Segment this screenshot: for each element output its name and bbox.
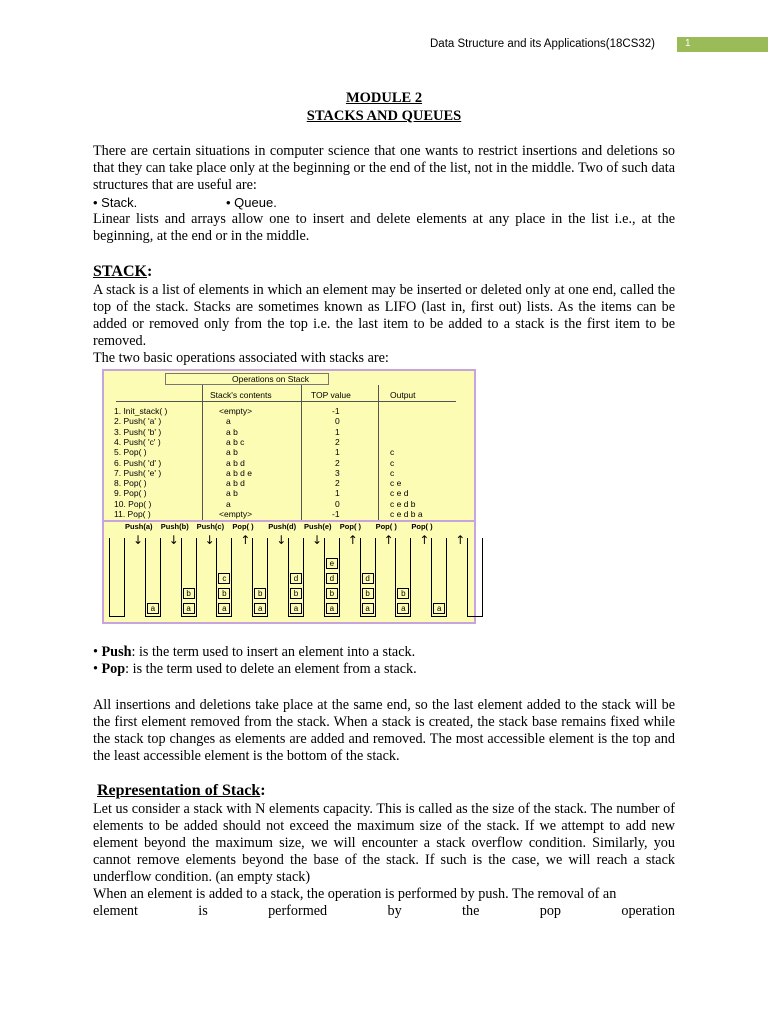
table-row-contents: a b [226,447,238,458]
table-row-operation: 11. Pop( ) [114,509,151,519]
stack-cell: a [218,603,230,614]
stack-cell: b [254,588,266,599]
page-number: 1 [685,38,691,49]
table-row-top: 2 [335,478,340,489]
last-line-word: element [93,903,138,919]
stack-cell: a [326,603,338,614]
stack-operations-intro: The two basic operations associated with stacks are: [93,350,389,366]
table-row-contents: a b d [226,478,245,489]
stack-definition-paragraph: A stack is a list of elements in which an element may be inserted or deleted only at one end, called the top of the stack. Stacks are sometimes known as LIFO (last in, first out) lists. As the items can be added or removed only from the top i.e. the last item to be added to a stack is the first item to be removed. [93,282,675,349]
table-row-operation: 1. Init_stack( ) [114,406,168,416]
intro-section [93,143,675,245]
stack-cell: a [362,603,374,614]
stack-op-label: Push(e) [304,522,332,531]
pop-term: Pop [101,661,126,677]
table-row-operation: 10. Pop( ) [114,498,152,509]
stack-op-label: Push(b) [160,522,189,531]
bullet-queue: • Queue. [226,195,277,210]
table-col-sep-1 [202,385,203,521]
stack-op-label: Push(a) [125,522,153,531]
col-header-output: Output [390,390,416,400]
table-row-output: c e [390,478,402,489]
table-row-top: 1 [335,426,340,437]
subject-title: STACKS AND QUEUES [306,108,462,124]
stack-cell: a [147,603,159,614]
representation-paragraph: Let us consider a stack with N elements capacity. This is called as the size of the stack. The number of elements to be added should not exceed the maximum size of the stack. If we attempt to add new element beyond the maximum size, we will encounter a stack overflow condition. Similarly, you cannot remove elements beyond the base of the stack. If such is the case, we will reach a stack underflow condition. (an empty stack) [93,801,675,885]
stack-section [93,282,675,367]
table-row-top: -1 [332,509,340,519]
stack-cell: b [397,588,409,599]
col-header-contents: Stack's contents [210,390,272,400]
page-number-badge [677,37,768,52]
arrow-up-icon: ↑ [347,533,358,547]
table-row-top: 1 [335,447,340,458]
col-header-top: TOP value [311,390,351,400]
stack-column [467,538,483,617]
table-row-operation: 8. Pop( ) [114,478,147,489]
table-row-output: c e d b a [390,509,423,519]
stack-heading-text: STACK [93,263,147,280]
table-row-output: c [390,457,395,468]
stack-cell: b [218,588,230,599]
stack-cell: a [290,603,302,614]
table-row-output: c e d b [390,498,416,509]
stack-cell: b [326,588,338,599]
table-row-top: 0 [335,498,340,509]
table-row-top: 2 [335,457,340,468]
push-bullet: • [93,644,98,660]
push-operation-paragraph: When an element is added to a stack, the operation is performed by push. The removal of an [93,886,617,902]
stack-op-label: Pop( ) [232,522,254,531]
table-row-contents: a [226,416,231,427]
definitions [93,644,675,678]
table-row-contents: a [226,498,231,509]
arrow-up-icon: ↑ [240,533,251,547]
table-row-output: c [390,467,395,478]
arrow-up-icon: ↑ [383,533,394,547]
push-term: Push [101,644,132,660]
stack-cell: a [254,603,266,614]
representation-section [93,801,675,920]
table-row-contents: a b d [226,457,245,468]
table-row-top: 2 [335,436,340,447]
arrow-up-icon: ↑ [455,533,466,547]
stack-op-label: Pop( ) [339,522,362,531]
arrow-up-icon: ↑ [419,533,430,547]
representation-heading-colon: : [260,782,266,799]
table-header-rule [116,401,456,402]
stack-op-label: Push(c) [196,522,225,531]
stack-op-label: Push(d) [268,522,297,531]
stack-cell: d [326,573,338,584]
arrow-down-icon: ↓ [204,533,215,547]
arrow-down-icon: ↓ [168,533,179,547]
stack-cell: a [183,603,195,614]
stack-cell: b [362,588,374,599]
stack-heading [93,263,152,281]
table-row-operation: 2. Push( 'a' ) [114,416,162,427]
stack-heading-colon: : [146,263,153,280]
last-line-word: the [462,903,480,919]
linear-lists-paragraph: Linear lists and arrays allow one to insert and delete elements at any place in the list i.e., at the beginning, at the end or in the middle. [93,211,675,244]
stack-op-label: Pop( ) [375,522,397,531]
last-line-word: performed [268,903,328,919]
last-line-word: pop [539,903,561,919]
table-row-operation: 6. Push( 'd' ) [114,457,162,468]
table-col-sep-2 [301,385,302,521]
table-row-operation: 9. Pop( ) [114,488,147,499]
table-row-operation: 3. Push( 'b' ) [114,426,162,437]
table-row-top: 0 [335,416,340,427]
pop-bullet: • [93,661,98,677]
bullet-stack: • Stack. [93,195,138,210]
stack-cell: b [183,588,195,599]
table-row-top: 3 [335,467,340,478]
intro-bullets [93,194,675,211]
table-row-contents: a b c [226,436,245,447]
figure-title: Operations on Stack [232,374,310,384]
table-row-top: 1 [335,488,340,499]
push-def-text: : is the term used to insert an element into a stack. [131,644,416,660]
arrow-down-icon: ↓ [276,533,287,547]
stack-cell: c [218,573,230,584]
arrow-down-icon: ↓ [133,533,144,547]
last-line-word: operation [621,903,675,919]
stack-cell: d [362,573,374,584]
stack-op-label: Pop( ) [411,522,433,531]
stack-cell: a [433,603,445,614]
table-row-contents: <empty> [219,509,253,519]
stack-column [109,538,125,617]
table-row-operation: 5. Pop( ) [114,447,147,458]
push-definition [93,644,675,661]
stack-cell: b [290,588,302,599]
stack-cell: a [397,603,409,614]
stack-cell: d [290,573,302,584]
table-row-output: c [390,447,395,458]
last-line-word: is [198,903,208,919]
table-row-contents: a b d e [226,467,252,478]
pop-definition [93,661,675,678]
table-row-operation: 7. Push( 'e' ) [114,467,162,478]
table-row-top: -1 [332,406,340,416]
table-row-contents: a b [226,488,238,499]
representation-heading-text: Representation of Stack [97,782,261,799]
running-header: Data Structure and its Applications(18CS32) [430,38,656,50]
intro-paragraph: There are certain situations in computer science that one wants to restrict insertions and deletions so that they can take place only at the beginning or the end of the list, not in the middle. Two of such data structures that are useful are: [93,143,675,193]
arrow-down-icon: ↓ [312,533,323,547]
table-row-operation: 4. Push( 'c' ) [114,436,161,447]
pop-def-text: : is the term used to delete an element from a stack. [125,661,417,677]
representation-heading [97,782,266,800]
table-col-sep-3 [378,385,379,521]
stack-cell: e [326,558,338,569]
last-line-word: by [387,903,402,919]
pop-operation-line [93,903,675,920]
table-row-output: c e d [390,488,409,499]
table-row-contents: a b [226,426,238,437]
insertions-paragraph: All insertions and deletions take place at the same end, so the last element added to the stack will be the first element removed from the stack. When a stack is created, the stack base remains fixed while the stack top changes as elements are added and removed. The most accessible element is the top and the least accessible element is the bottom of the stack. [93,697,675,764]
stack-operations-figure [102,369,476,624]
table-row-contents: <empty> [219,406,253,416]
module-title: MODULE 2 [345,90,423,106]
